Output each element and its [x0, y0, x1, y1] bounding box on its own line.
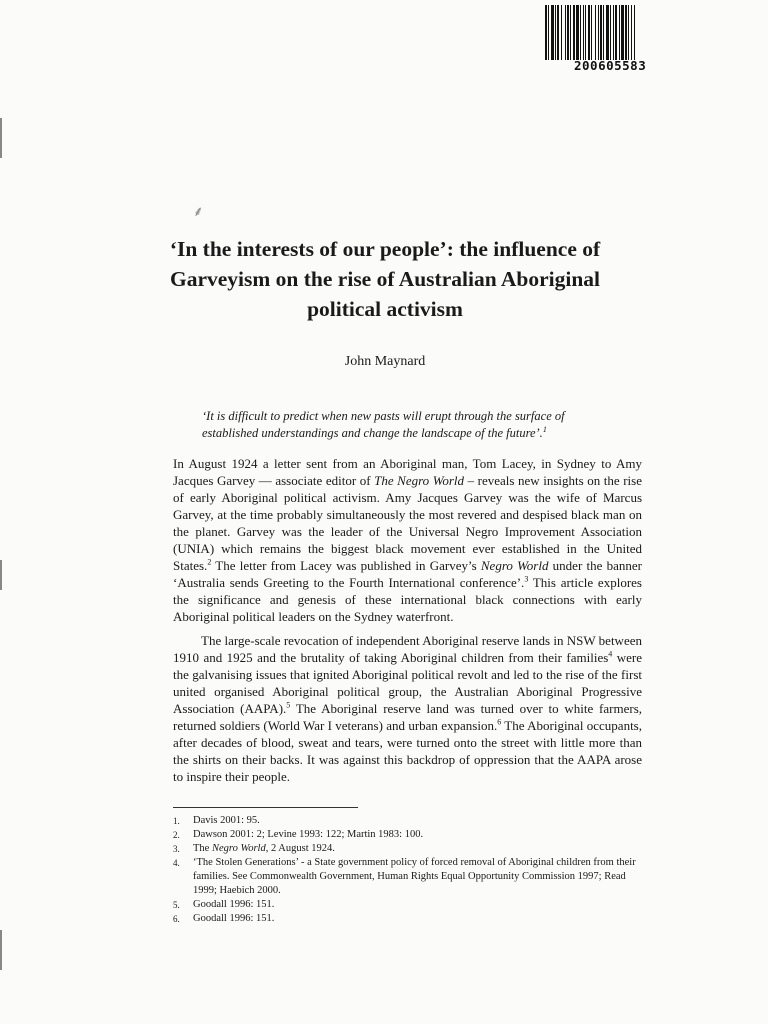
author-name: John Maynard: [344, 354, 426, 369]
barcode-number: 200605583: [574, 58, 647, 73]
epigraph-text: ‘It is difficult to predict when new pasts will erupt through the surface of established understandings and change the landscape of the future’.: [202, 409, 565, 440]
footnote-number: 3.: [173, 844, 180, 854]
text-span: This article explores the significance and genesis of these international black connections with early Aboriginal political leaders on the Sydney waterfront.: [173, 575, 642, 624]
footnote: [173, 856, 643, 898]
footnote-text: Davis 2001: 95.: [193, 815, 260, 826]
scan-edge-mark: [0, 560, 2, 590]
footnote-ref: 5: [286, 700, 291, 710]
footnotes: [173, 814, 643, 926]
footnote-text: [193, 842, 643, 856]
paragraph-2: [173, 632, 642, 785]
footnote-text: Goodall 1996: 151.: [193, 899, 275, 910]
footnote-ref: 2: [207, 557, 212, 567]
footnote-number: 4.: [173, 858, 180, 868]
footnote: [173, 912, 643, 926]
text-span: The Aboriginal reserve land was turned over to white farmers, returned soldiers (World War I veterans) and urban expansion.: [173, 701, 642, 733]
text-span: The large-scale revocation of independent Aboriginal reserve lands in NSW between 1910 and 1925 and the brutality of taking Aboriginal children from their families: [173, 633, 642, 665]
footnote-divider: [173, 807, 358, 808]
footnote-ref: 1: [542, 424, 547, 434]
article-title: ‘In the interests of our people’: the influence of Garveyism on the rise of Australian Aboriginal political activism: [169, 237, 601, 321]
publication-title: Negro World: [211, 843, 266, 854]
footnote-ref: 6: [497, 717, 502, 727]
footnote: [173, 898, 643, 912]
text-span: , 2 August 1924.: [265, 843, 335, 854]
paragraph-1: [173, 455, 642, 625]
epigraph: [202, 408, 622, 442]
text-span: – reveals new insights on the rise of early Aboriginal political activism. Amy Jacques Garvey was the wife of Marcus Garvey, at the time probably simultaneously the most revered and despised black man on the planet. Garvey was the leader of the Universal Negro Improvement Association (UNIA) which remains the biggest black movement ever established in the United States.: [173, 473, 642, 573]
footnote-ref: 3: [524, 574, 529, 584]
footnote-text: ‘The Stolen Generations’ - a State government policy of forced removal of Aboriginal children from their families. See Commonwealth Government, Human Rights Equal Opportunity Commission 1997; Read 1999; Haebich 2000.: [193, 857, 636, 896]
publication-title: Negro World: [480, 558, 549, 573]
footnote: [173, 842, 643, 856]
footnote-number: 6.: [173, 914, 180, 924]
barcode-bar: [635, 5, 636, 60]
page-mark-glyph: ⸙: [193, 204, 204, 220]
text-span: The Aboriginal occupants, after decades of blood, sweat and tears, were turned onto the street with little more than the shirts on their backs. It was against this backdrop of oppression that the AAPA arose to inspire their people.: [173, 718, 642, 784]
publication-title: The Negro World: [374, 473, 465, 488]
text-span: The: [193, 843, 212, 854]
barcode: [545, 5, 689, 60]
text-span: under the banner ‘Australia sends Greeting to the Fourth International conference’.: [173, 558, 642, 590]
text-span: The letter from Lacey was published in Garvey’s: [211, 558, 481, 573]
scan-edge-mark: [0, 930, 2, 970]
footnote-number: 5.: [173, 900, 180, 910]
text-span: were the galvanising issues that ignited Aboriginal political revolt and led to the rise of the first united organised Aboriginal political group, the Australian Aboriginal Progressive Association (AAPA).: [173, 650, 642, 716]
footnote-text: Dawson 2001: 2; Levine 1993: 122; Martin 1983: 100.: [193, 829, 424, 840]
footnote: [173, 814, 643, 828]
footnote: [173, 828, 643, 842]
article-body: [173, 455, 642, 792]
footnote-number: 2.: [173, 830, 180, 840]
footnote-text: Goodall 1996: 151.: [193, 913, 275, 924]
text-span: In August 1924 a letter sent from an Aboriginal man, Tom Lacey, in Sydney to Amy Jacques Garvey — associate editor of: [173, 456, 642, 488]
footnote-number: 1.: [173, 816, 180, 826]
scan-edge-mark: [0, 118, 2, 158]
footnote-ref: 4: [608, 649, 613, 659]
